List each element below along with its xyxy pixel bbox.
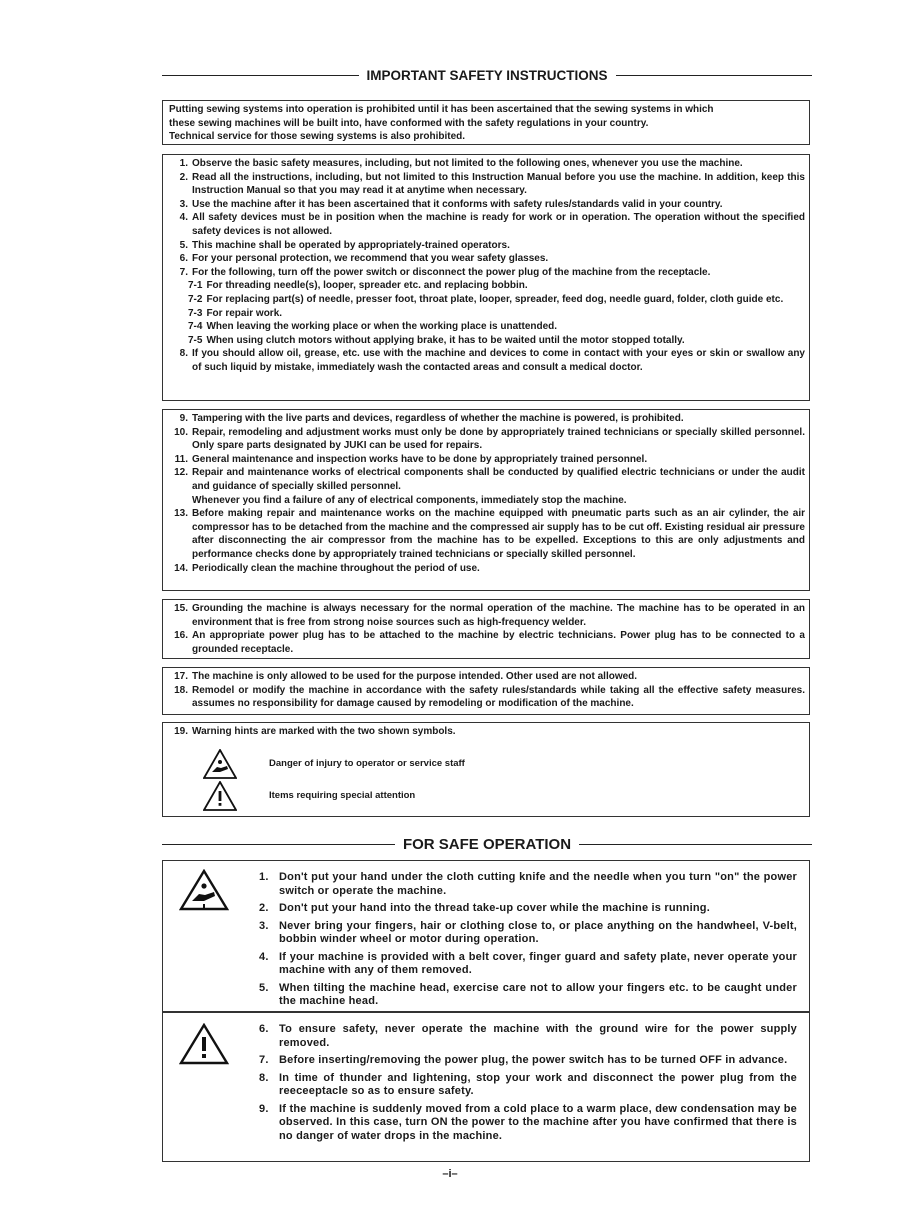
item-text: If you should allow oil, grease, etc. use with the machine and devices to come in contact with your eyes or skin or swallow any of such liquid by mistake, immediately wash the contacted areas and consult a medical doctor.: [192, 348, 805, 373]
item-text: Read all the instructions, including, but not limited to this Instruction Manual before you use the machine. In addition, keep this Instruction Manual so that you may read it at anytime when necessary.: [192, 171, 805, 197]
exclamation-warning-icon: [203, 781, 237, 811]
item-text: The machine is only allowed to be used for the purpose intended. Other used are not allowed.: [192, 671, 638, 682]
item-text: Use the machine after it has been ascertained that it conforms with safety rules/standards valid in your country.: [192, 198, 723, 210]
sub-item-number: 7-1: [188, 280, 203, 292]
safe-operation-box-danger: [162, 860, 810, 1012]
list-item: [167, 466, 805, 493]
item-text: For the following, turn off the power switch or disconnect the power plug of the machine from the receptacle.: [192, 266, 711, 278]
item-number: 17.: [174, 671, 188, 682]
list-item: [259, 1072, 797, 1099]
list-item: [259, 951, 797, 978]
list-item: [167, 171, 805, 198]
list-item: [167, 507, 805, 561]
item-number: 15.: [174, 603, 188, 614]
item-text: If your machine is provided with a belt cover, finger guard and safety plate, never operate your machine with any of them removed.: [279, 950, 797, 976]
list-item: [167, 252, 805, 266]
sub-list-item: [167, 307, 805, 321]
item-text: To ensure safety, never operate the machine with the ground wire for the power supply removed.: [279, 1023, 797, 1049]
sub-list-item: [167, 334, 805, 348]
heading-rule-left: [162, 75, 359, 76]
exclamation-warning-icon: [179, 1023, 229, 1065]
item-text: If the machine is suddenly moved from a cold place to a warm place, dew condensation may be observed. In this case, turn ON the power to the machine after you have confirmed that there is no danger of water drops in the machine.: [279, 1102, 797, 1142]
list-item: [167, 239, 805, 253]
instructions-box-usage: [162, 667, 828, 715]
intro-line: Putting sewing systems into operation is prohibited until it has been ascertained that the sewing systems in which: [169, 104, 714, 115]
item-text: Grounding the machine is always necessary for the normal operation of the machine. The machine has to be operated in an environment that is free from strong noise sources such as high-frequency welder.: [192, 603, 805, 628]
safe-operation-list: [259, 1023, 797, 1147]
sub-list-item: [167, 279, 805, 293]
item-number: 7.: [259, 1054, 269, 1066]
item-text: Before inserting/removing the power plug, the power switch has to be turned OFF in advance.: [279, 1054, 788, 1066]
list-item: [167, 670, 805, 684]
item-number: 13.: [174, 508, 188, 520]
list-item: [167, 426, 805, 453]
page-number: –i–: [442, 1168, 458, 1180]
heading-rule-left: [162, 844, 395, 845]
item-number: 5.: [179, 239, 188, 251]
item-text: For your personal protection, we recommend that you wear safety glasses.: [192, 253, 549, 265]
item-text: Don't put your hand into the thread take-up cover while the machine is running.: [279, 902, 710, 914]
item-text: This machine shall be operated by appropriately-trained operators.: [192, 239, 510, 251]
list-item: [167, 684, 828, 711]
item-number: 3.: [259, 919, 269, 932]
list-item: [167, 602, 805, 629]
item-number: 4.: [179, 212, 188, 224]
item-text: Repair, remodeling and adjustment works must only be done by appropriately trained technicians or specially skilled personnel. Only spare parts designated by JUKI can be used for repairs.: [192, 426, 805, 452]
intro-line: these sewing machines will be built into, have conformed with the safety regulations in your country.: [169, 117, 649, 129]
item-text: Repair and maintenance works of electrical components shall be conducted by qualified electric technicians or under the audit and guidance of specially skilled personnel.: [192, 467, 805, 492]
list-item: [167, 629, 805, 656]
symbol-label: Items requiring special attention: [269, 790, 416, 802]
list-item: [167, 266, 805, 280]
item-number: 1.: [259, 871, 269, 883]
list-item: [167, 453, 805, 467]
item-number: 7.: [179, 266, 188, 278]
list-item: [259, 920, 797, 947]
hand-injury-warning-icon: [203, 749, 237, 779]
item-number: 11.: [174, 453, 188, 465]
item-number: 8.: [179, 348, 188, 360]
item-number: 14.: [174, 562, 188, 574]
list-item: [167, 198, 805, 212]
item-number: 6.: [259, 1023, 269, 1035]
safety-instructions-heading: [162, 68, 812, 83]
item-text: When tilting the machine head, exercise care not to allow your fingers etc. to be caught under the machine head.: [279, 981, 797, 1007]
sub-item-text: When using clutch motors without applying brake, it has to be waited until the motor stopped totally.: [206, 334, 685, 346]
list-item: [167, 562, 805, 576]
item-number: 6.: [179, 253, 188, 265]
sub-item-text: For threading needle(s), looper, spreader etc. and replacing bobbin.: [206, 280, 528, 292]
item-text: Don't put your hand under the cloth cutting knife and the needle when you turn "on" the power switch or operate the machine.: [279, 871, 797, 897]
sub-item-number: 7-5: [188, 334, 203, 346]
list-item: [259, 1054, 797, 1068]
sub-list-item: [167, 320, 805, 334]
instructions-box-general: [162, 154, 810, 401]
item-text: Observe the basic safety measures, including, but not limited to the following ones, whenever you use the machine.: [192, 158, 743, 169]
item-number: 9.: [179, 413, 188, 424]
item-text: Never bring your fingers, hair or clothing close to, or place anything on the handwheel, V-belt, bobbin winder wheel or motor during operation.: [279, 919, 797, 945]
item-number: 4.: [259, 950, 269, 963]
sub-item-number: 7-4: [188, 321, 203, 333]
item-number: 3.: [179, 198, 188, 210]
item-continuation: Whenever you find a failure of any of electrical components, immediately stop the machine.: [192, 494, 627, 506]
item-text: In time of thunder and lightening, stop your work and disconnect the power plug from the reeceeptacle so as to ensure safety.: [279, 1071, 797, 1097]
list-item: [167, 412, 805, 426]
safe-operation-list: [259, 871, 797, 1013]
item-text: All safety devices must be in position when the machine is ready for work or in operation. The operation without the specified safety devices is not allowed.: [192, 212, 805, 237]
heading-rule-right: [616, 75, 813, 76]
instructions-box-grounding: [162, 599, 810, 659]
list-item: [167, 211, 805, 238]
instructions-box-symbols: [162, 722, 810, 817]
sub-item-text: For repair work.: [206, 307, 283, 319]
symbol-label: Danger of injury to operator or service staff: [269, 758, 465, 770]
item-text: Before making repair and maintenance works on the machine equipped with pneumatic parts such as an air cylinder, the air compressor has to be detached from the machine and the compressed air supply has to be cut off. Existing residual air pressure after disconnecting the air compressor from the machine has to be expelled. Exceptions to this are only adjustments and performance checks done by appropriately trained technicians or specially skilled personnel.: [192, 508, 805, 560]
sub-item-number: 7-2: [188, 293, 203, 305]
hand-injury-warning-icon: [179, 869, 229, 911]
sub-item-text: When leaving the working place or when the working place is unattended.: [206, 321, 558, 333]
safe-operation-heading: [162, 836, 812, 853]
item-number: 8.: [259, 1071, 269, 1084]
item-number: 2.: [259, 902, 269, 914]
list-item: [259, 1023, 797, 1050]
list-item: [259, 902, 797, 916]
symbol-row-danger: [203, 749, 465, 779]
list-item: [259, 1103, 797, 1144]
section-title: FOR SAFE OPERATION: [402, 836, 572, 853]
item-text: Remodel or modify the machine in accordance with the safety rules/standards while taking all the effective safety measures. assumes no responsibility for damage caused by remodeling or modification of the machine.: [192, 684, 828, 710]
safe-operation-box-attention: [162, 1012, 810, 1162]
item-number: 12.: [174, 467, 188, 479]
list-item: [259, 982, 797, 1009]
item-number: 10.: [174, 426, 188, 438]
symbol-row-attention: [203, 781, 415, 811]
item-number: 2.: [179, 171, 188, 183]
item-number: 18.: [174, 684, 188, 696]
item-number: 1.: [179, 158, 188, 169]
sub-list-item: [167, 293, 805, 307]
list-item: [259, 871, 797, 898]
sub-item-number: 7-3: [188, 307, 203, 319]
sub-item-text: For replacing part(s) of needle, presser foot, throat plate, looper, spreader, feed dog, needle guard, folder, cloth guide etc.: [206, 293, 784, 305]
intro-notice-box: [162, 100, 810, 145]
intro-line: Technical service for those sewing systems is also prohibited.: [169, 131, 466, 143]
item-number: 5.: [259, 981, 269, 994]
item-text: An appropriate power plug has to be attached to the machine by electric technicians. Power plug has to be connected to a grounded receptacle.: [192, 630, 805, 655]
item-number: 19.: [174, 726, 188, 737]
item-number: 9.: [259, 1102, 269, 1115]
item-text: Tampering with the live parts and devices, regardless of whether the machine is powered, is prohibited.: [192, 413, 684, 424]
item-number: 16.: [174, 630, 188, 642]
item-text: General maintenance and inspection works have to be done by appropriately trained personnel.: [192, 453, 648, 465]
item-text: Warning hints are marked with the two shown symbols.: [192, 726, 456, 737]
list-item: [167, 347, 805, 374]
list-item: [167, 157, 805, 171]
instructions-box-maintenance: [162, 409, 810, 591]
item-text: Periodically clean the machine throughout the period of use.: [192, 562, 480, 574]
page-title: IMPORTANT SAFETY INSTRUCTIONS: [366, 68, 608, 83]
list-item: [167, 725, 805, 739]
heading-rule-right: [579, 844, 812, 845]
